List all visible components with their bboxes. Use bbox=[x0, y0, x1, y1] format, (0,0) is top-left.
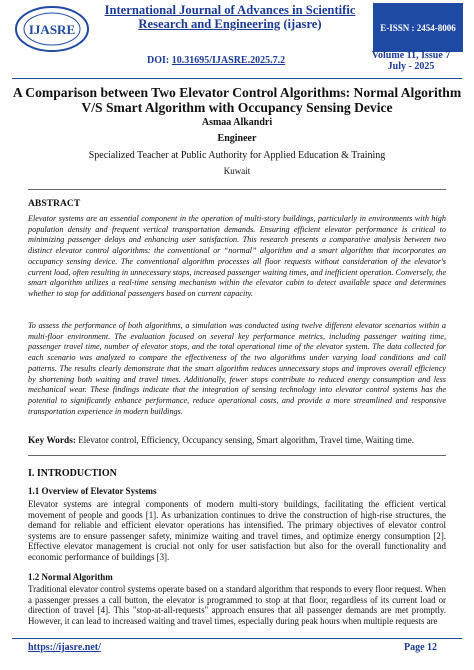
paper-title: A Comparison between Two Elevator Control Algorithms: Normal Algorithm V/S Smart Algorithm with Occupancy Sensing Device bbox=[12, 85, 462, 115]
author-role: Engineer bbox=[217, 133, 257, 144]
svg-text:IJASRE: IJASRE bbox=[28, 22, 76, 37]
header-divider bbox=[12, 78, 462, 79]
section-1-2-text: Traditional elevator control systems operate based on a standard algorithm that responds to every floor request. When a passenger presses a call button, the elevator is programmed to stop at that floor, regardless of its current load or direction of travel [4]. This "stop-at-all-requests" approach ensures that all passenger demands are met promptly. However, it can lead to increased waiting and travel times, especially during peak hours when multiple requests are bbox=[28, 584, 446, 626]
keywords bbox=[28, 435, 446, 446]
page-number: Page 12 bbox=[404, 642, 438, 653]
footer-divider bbox=[12, 638, 462, 639]
doi-label: DOI: bbox=[147, 55, 170, 66]
doi-link[interactable]: 10.31695/IJASRE.2025.7.2 bbox=[171, 55, 286, 66]
volume-info bbox=[367, 50, 455, 72]
doi-line bbox=[147, 55, 285, 66]
keywords-text: Elevator control, Efficiency, Occupancy sensing, Smart algorithm, Travel time, Waiting time. bbox=[78, 435, 415, 445]
section-heading-introduction: I. INTRODUCTION bbox=[28, 468, 117, 479]
keywords-label: Key Words: bbox=[28, 436, 77, 446]
abstract-paragraph-2: To assess the performance of both algorithms, a simulation was conducted using twelve different elevator scenarios within a multi-floor environment. The evaluation focused on several key performance metrics, including passenger waiting time, passenger travel time, number of elevator stops, and the total operational time of the elevator system. The data collected for each scenario was analyzed to compare the effectiveness of the two algorithms under varying load conditions and call patterns. The results clearly demonstrate that the smart algorithm reduces unnecessary stops and improves overall efficiency by shortening both waiting and travel times. Additionally, fewer stops contribute to reduced energy consumption and less mechanical wear. These findings indicate that the integration of sensing technology into elevator control systems has the potential to significantly enhance performance, reduce operational costs, and provide a more streamlined and responsive transportation experience in modern buildings. bbox=[28, 321, 446, 416]
abstract-bottom-rule bbox=[28, 455, 446, 456]
journal-abbrev: (ijasre) bbox=[283, 17, 322, 31]
footer-url[interactable]: https://ijasre.net/ bbox=[28, 642, 101, 653]
subsection-heading-1-2: 1.2 Normal Algorithm bbox=[28, 572, 113, 582]
author-affiliation: Specialized Teacher at Public Authority for Applied Education & Training bbox=[88, 150, 386, 161]
issn-badge: E-ISSN : 2454-8006 bbox=[373, 3, 463, 52]
abstract-heading: ABSTRACT bbox=[28, 198, 81, 209]
abstract-paragraph-1: Elevator systems are an essential component in the operation of multi-story buildings, particularly in environments with high population density and frequent vertical transportation demands. Ensuring efficient elevator performance is critical to minimizing passenger delays and enhancing user satisfaction. This research presents a comparative analysis between two distinct elevator control algorithms: the conventional or “normal” algorithm and a smart algorithm that incorporates an occupancy sensing device. The conventional algorithm processes all floor requests without consideration of the elevator's current load, often resulting in unnecessary stops, increased passenger waiting times, and inefficient operation. Conversely, the smart algorithm utilizes a real-time sensing mechanism within the elevator cabin to detect available space and determines whether to stop for additional passengers based on current capacity. bbox=[28, 214, 446, 298]
section-1-1-text: Elevator systems are integral components of modern multi-story buildings, facilitating the efficient vertical movement of people and goods [1]. As urbanization continues to drive the construction of high-rise structures, the demand for reliable and efficient elevator operations has intensified. The primary objectives of elevator control systems are to ensure passenger safety, minimize waiting and travel times, and optimize energy consumption [2]. Effective elevator management is crucial not only for user satisfaction but also for the overall functionality and economic performance of buildings [3]. bbox=[28, 499, 446, 562]
journal-title bbox=[90, 3, 370, 31]
journal-title-line1: International Journal of Advances in Scientific bbox=[104, 3, 356, 17]
subsection-heading-1-1: 1.1 Overview of Elevator Systems bbox=[28, 486, 157, 496]
journal-title-line2: Research and Engineering bbox=[138, 17, 281, 31]
author-country: Kuwait bbox=[223, 166, 251, 176]
journal-logo bbox=[12, 3, 92, 53]
abstract-top-rule bbox=[28, 189, 446, 190]
issue-date: July - 2025 bbox=[387, 61, 435, 72]
volume-issue: Volume 11, Issue 7 bbox=[371, 50, 451, 61]
author-name: Asmaa Alkandri bbox=[201, 117, 273, 128]
